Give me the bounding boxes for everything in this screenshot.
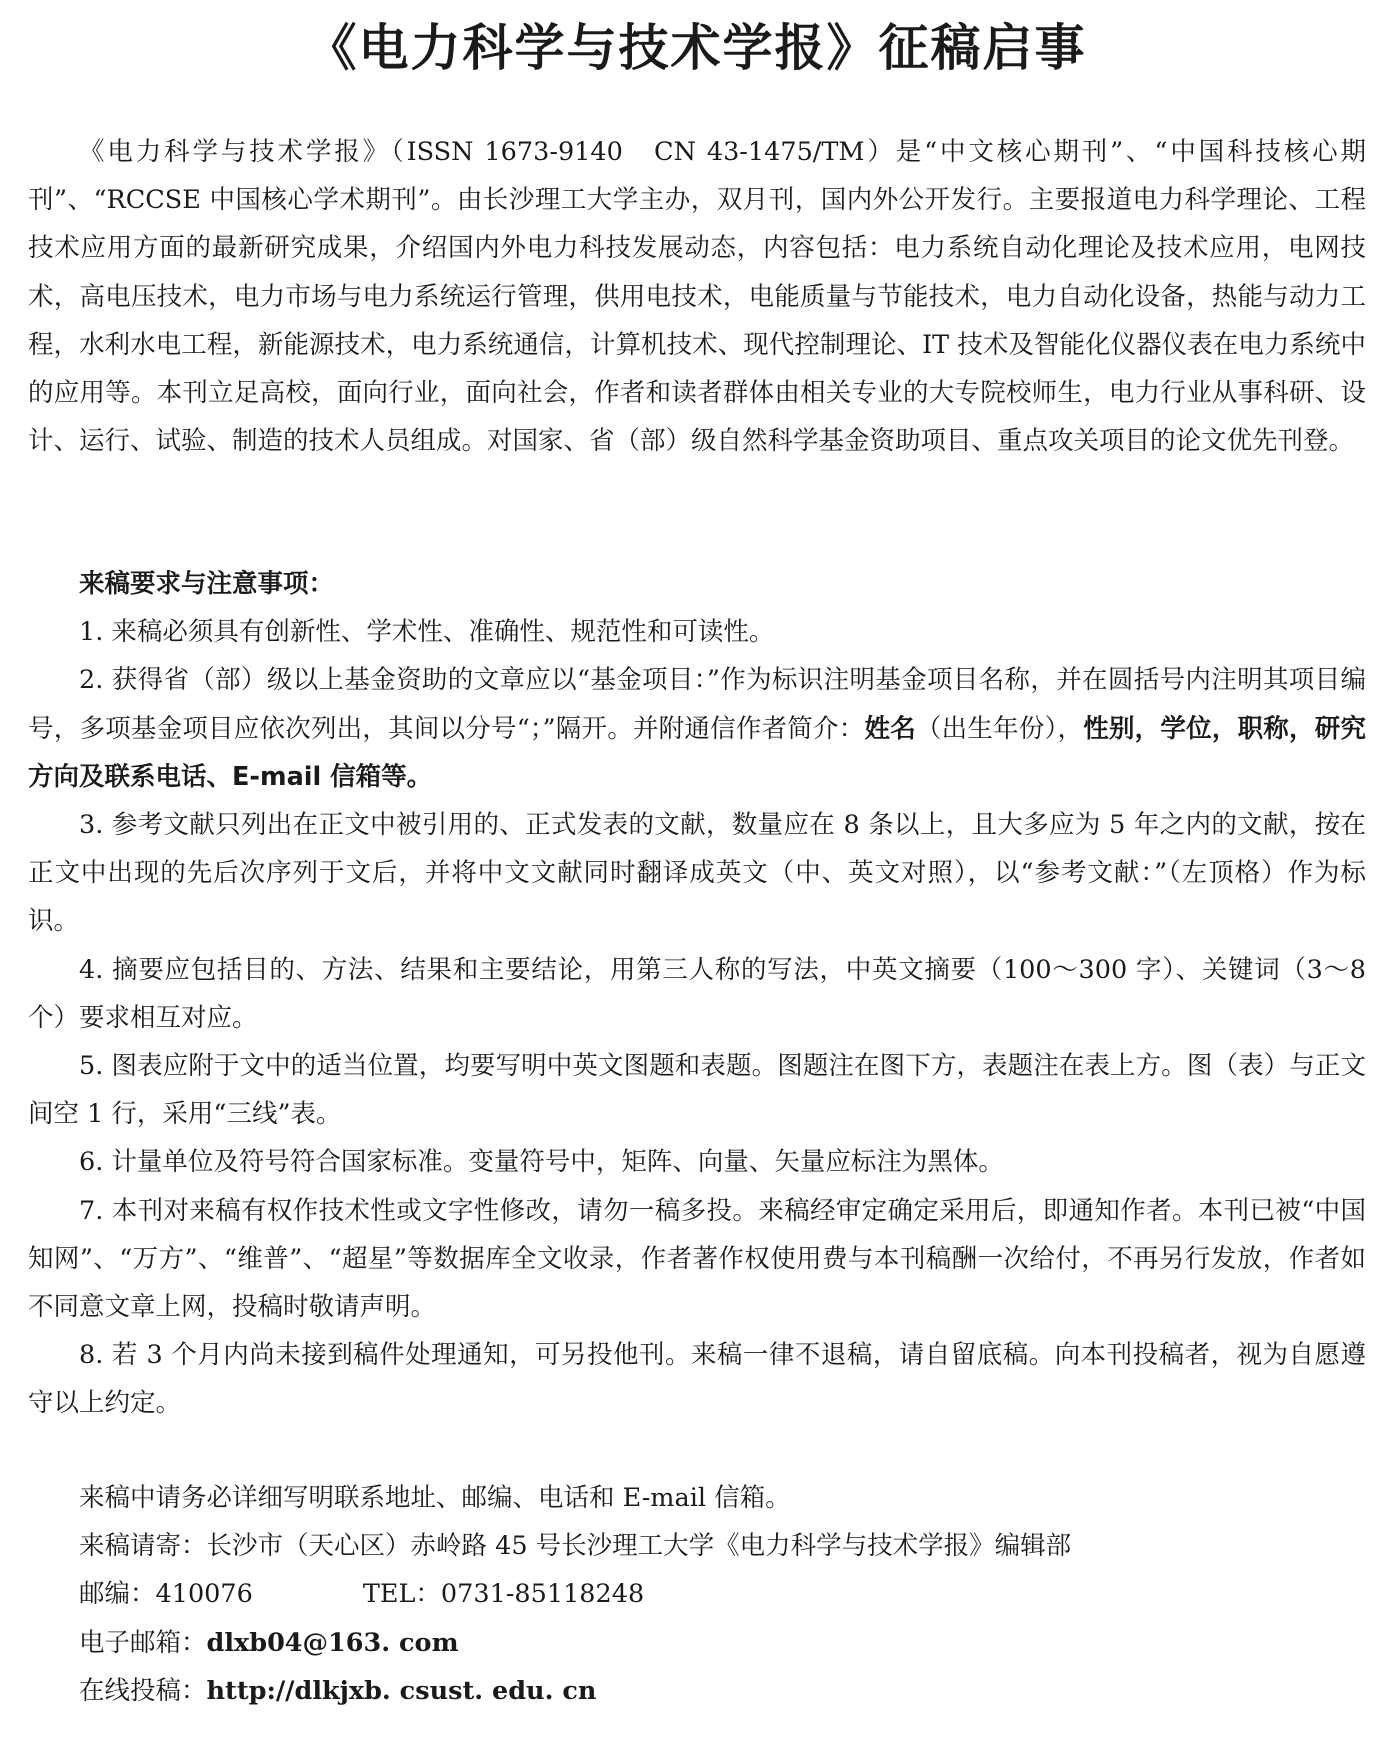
requirement-item-2-name: 姓名 <box>864 713 916 744</box>
contact-section <box>28 1474 1366 1715</box>
contact-address: 来稿请寄：长沙市（天心区）赤岭路 45 号长沙理工大学《电力科学与技术学报》编辑部 <box>79 1531 1072 1562</box>
contact-email-line <box>28 1619 1366 1667</box>
contact-online-link[interactable]: http://dlkjxb. csust. edu. cn <box>206 1675 597 1706</box>
contact-note: 来稿中请务必详细写明联系地址、邮编、电话和 E-mail 信箱。 <box>79 1483 791 1513</box>
requirement-item-2-text: 2. 获得省（部）级以上基金资助的文章应以“基金项目：”作为标识注明基金项目名称，并在圆括号内注明其项目编号，多项基金项目应依次列出，其间以分号“；”隔开。并附通信作者简介： <box>28 665 1366 744</box>
contact-online-line <box>28 1667 1366 1715</box>
intro-section <box>28 128 1366 465</box>
contact-postcode: 邮编：410076 <box>79 1579 253 1610</box>
requirement-item-2-bold: 性别，学位，职称，研究方向及联系电话、E-mail 信箱等。 <box>28 713 1366 792</box>
contact-email-link[interactable]: dlxb04@163. com <box>206 1627 459 1658</box>
requirement-item-5: 5. 图表应附于文中的适当位置，均要写明中英文图题和表题。图题注在图下方，表题注在表上方。图（表）与正文间空 1 行，采用“三线”表。 <box>28 1051 1366 1130</box>
requirement-item-7: 7. 本刊对来稿有权作技术性或文字性修改，请勿一稿多投。来稿经审定确定采用后，即通知作者。本刊已被“中国知网”、“万方”、“维普”、“超星”等数据库全文收录，作者著作权使用费与本刊稿酬一次给付，不再另行发放，作者如不同意文章上网，投稿时敬请声明。 <box>28 1195 1366 1323</box>
requirement-item-2-year: （出生年份）， <box>915 713 1084 744</box>
requirement-item-4: 4. 摘要应包括目的、方法、结果和主要结论，用第三人称的写法，中英文摘要（100～300 字）、关键词（3～8 个）要求相互对应。 <box>28 954 1366 1033</box>
requirement-item-8: 8. 若 3 个月内尚未接到稿件处理通知，可另投他刊。来稿一律不退稿，请自留底稿。向本刊投稿者，视为自愿遵守以上约定。 <box>28 1340 1366 1419</box>
requirements-heading: 来稿要求与注意事项： <box>79 569 335 599</box>
contact-postcode-tel <box>28 1570 1366 1618</box>
contact-tel: TEL：0731-85118248 <box>362 1579 645 1610</box>
intro-paragraph: 《电力科学与技术学报》（ISSN 1673-9140 CN 43-1475/TM）是“中文核心期刊”、“中国科技核心期刊”、“RCCSE 中国核心学术期刊”。由长沙理工大学主办，双月刊，国内外公开发行。主要报道电力科学理论、工程技术应用方面的最新研究成果，介绍国内外电力科技发展动态，内容包括：电力系统自动化理论及技术应用，电网技术，高电压技术，电力市场与电力系统运行管理，供用电技术，电能质量与节能技术，电力自动化设备，热能与动力工程，水利水电工程，新能源技术，电力系统通信，计算机技术、现代控制理论、IT 技术及智能化仪器仪表在电力系统中的应用等。本刊立足高校，面向行业，面向社会，作者和读者群体由相关专业的大专院校师生，电力行业从事科研、设计、运行、试验、制造的技术人员组成。对国家、省（部）级自然科学基金资助项目、重点攻关项目的论文优先刊登。 <box>28 137 1366 457</box>
contact-email-label: 电子邮箱： <box>79 1627 207 1658</box>
page-title: 《电力科学与技术学报》征稿启事 <box>306 19 1087 77</box>
requirement-item-3: 3. 参考文献只列出在正文中被引用的、正式发表的文献，数量应在 8 条以上，且大多应为 5 年之内的文献，按在正文中出现的先后次序列于文后，并将中文文献同时翻译成英文（中、英文对照），以“参考文献：”（左顶格）作为标识。 <box>28 810 1366 937</box>
requirements-section <box>28 560 1366 1428</box>
requirement-item-2 <box>28 656 1366 801</box>
contact-online-label: 在线投稿： <box>79 1675 207 1706</box>
requirement-item-6: 6. 计量单位及符号符合国家标准。变量符号中，矩阵、向量、矢量应标注为黑体。 <box>79 1147 1004 1178</box>
requirement-item-1: 1. 来稿必须具有创新性、学术性、准确性、规范性和可读性。 <box>79 617 775 648</box>
